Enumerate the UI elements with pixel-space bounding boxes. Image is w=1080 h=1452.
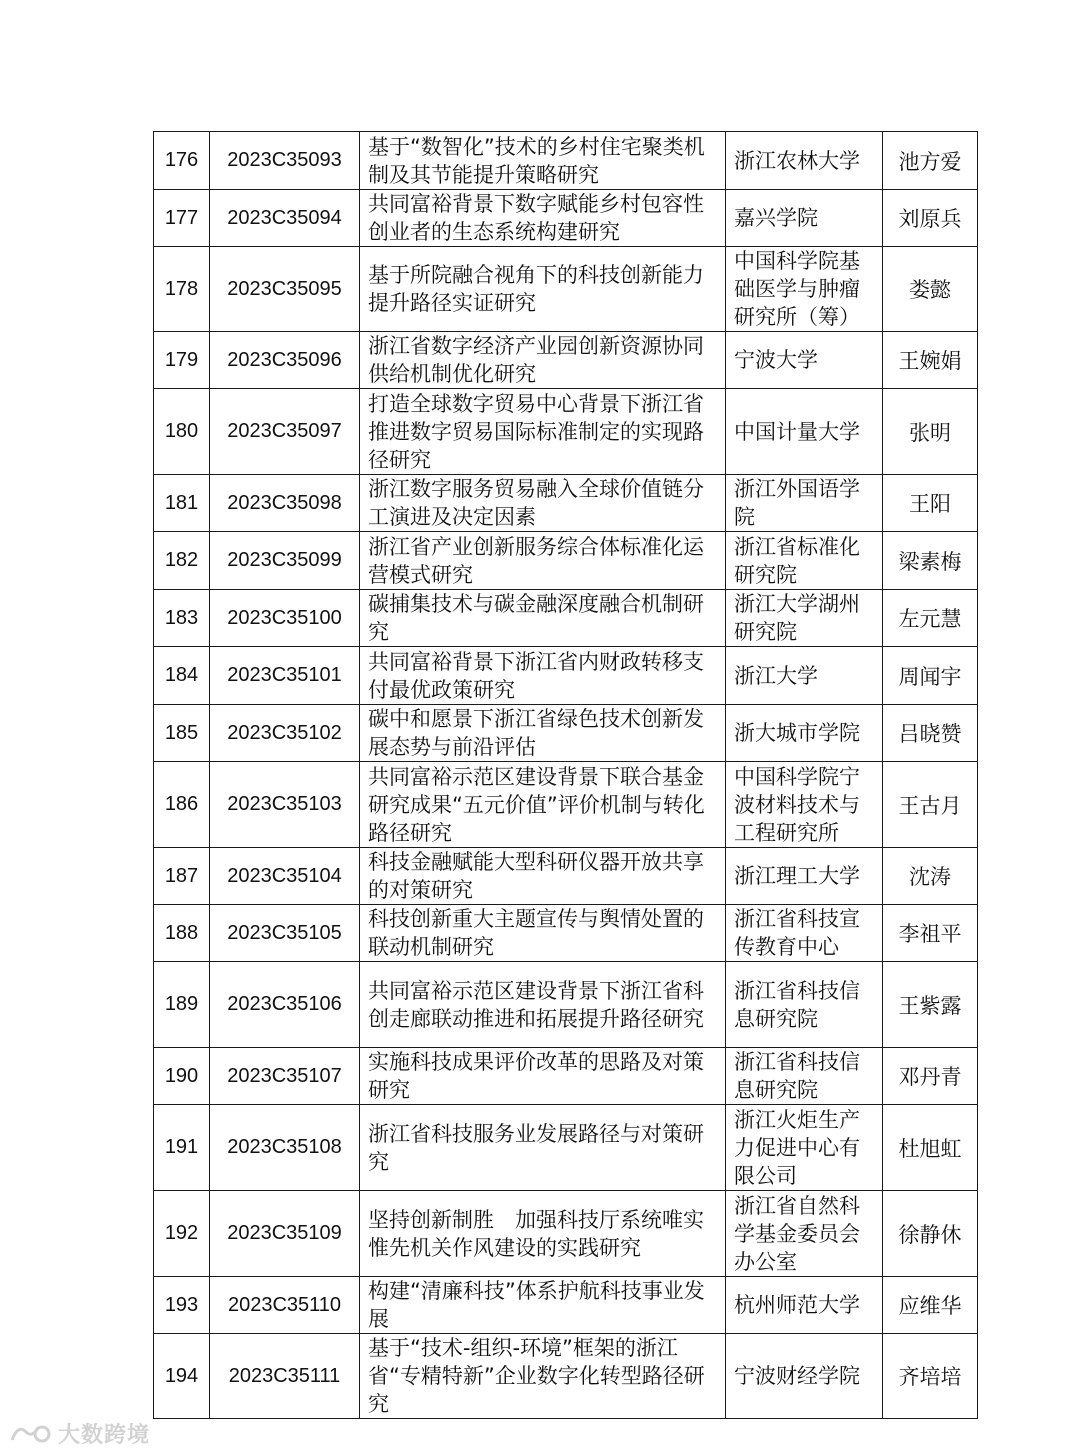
table-row [154, 962, 978, 1048]
institution: 浙江省科技信息研究院 [726, 962, 883, 1048]
table-row [154, 389, 978, 475]
project-code: 2023C35104 [210, 848, 360, 905]
table-row [154, 1105, 978, 1191]
institution: 浙江省标准化研究院 [726, 532, 883, 590]
project-code: 2023C35102 [210, 705, 360, 762]
person-name: 杜旭虹 [883, 1105, 978, 1191]
row-number: 183 [154, 590, 210, 647]
institution: 浙江理工大学 [726, 848, 883, 905]
project-title: 浙江省科技服务业发展路径与对策研究 [360, 1105, 726, 1191]
project-title: 科技金融赋能大型科研仪器开放共享的对策研究 [360, 848, 726, 905]
project-title: 科技创新重大主题宣传与舆情处置的联动机制研究 [360, 905, 726, 962]
project-table [153, 131, 978, 1419]
project-code: 2023C35111 [210, 1334, 360, 1419]
row-number: 191 [154, 1105, 210, 1191]
table-row [154, 1334, 978, 1419]
table-row [154, 705, 978, 762]
watermark-logo-icon [8, 1420, 52, 1446]
table-row [154, 190, 978, 247]
institution: 浙江省自然科学基金委员会办公室 [726, 1191, 883, 1277]
table-row [154, 247, 978, 332]
project-title: 共同富裕背景下浙江省内财政转移支付最优政策研究 [360, 647, 726, 705]
project-code: 2023C35105 [210, 905, 360, 962]
row-number: 176 [154, 132, 210, 190]
institution: 浙江省科技宣传教育中心 [726, 905, 883, 962]
project-code: 2023C35099 [210, 532, 360, 590]
institution: 浙江省科技信息研究院 [726, 1048, 883, 1105]
project-title: 碳捕集技术与碳金融深度融合机制研究 [360, 590, 726, 647]
project-title: 共同富裕示范区建设背景下联合基金研究成果“五元价值”评价机制与转化路径研究 [360, 762, 726, 848]
row-number: 185 [154, 705, 210, 762]
institution: 浙江外国语学院 [726, 475, 883, 532]
table-row [154, 532, 978, 590]
institution: 浙江大学 [726, 647, 883, 705]
row-number: 177 [154, 190, 210, 247]
person-name: 徐静休 [883, 1191, 978, 1277]
person-name: 张明 [883, 389, 978, 475]
table-row [154, 848, 978, 905]
table-row [154, 590, 978, 647]
person-name: 李祖平 [883, 905, 978, 962]
table-row [154, 647, 978, 705]
table-row [154, 475, 978, 532]
project-title: 浙江省产业创新服务综合体标准化运营模式研究 [360, 532, 726, 590]
project-code: 2023C35108 [210, 1105, 360, 1191]
person-name: 池方爱 [883, 132, 978, 190]
person-name: 邓丹青 [883, 1048, 978, 1105]
project-code: 2023C35094 [210, 190, 360, 247]
row-number: 186 [154, 762, 210, 848]
institution: 浙大城市学院 [726, 705, 883, 762]
person-name: 吕晓赞 [883, 705, 978, 762]
row-number: 193 [154, 1277, 210, 1334]
institution: 嘉兴学院 [726, 190, 883, 247]
project-code: 2023C35106 [210, 962, 360, 1048]
row-number: 182 [154, 532, 210, 590]
row-number: 179 [154, 332, 210, 389]
project-title: 基于“技术-组织-环境”框架的浙江省“专精特新”企业数字化转型路径研究 [360, 1334, 726, 1419]
institution: 浙江大学湖州研究院 [726, 590, 883, 647]
institution: 浙江火炬生产力促进中心有限公司 [726, 1105, 883, 1191]
project-code: 2023C35101 [210, 647, 360, 705]
person-name: 王婉娟 [883, 332, 978, 389]
institution: 浙江农林大学 [726, 132, 883, 190]
project-code: 2023C35095 [210, 247, 360, 332]
project-title: 构建“清廉科技”体系护航科技事业发展 [360, 1277, 726, 1334]
table-row [154, 332, 978, 389]
row-number: 189 [154, 962, 210, 1048]
row-number: 192 [154, 1191, 210, 1277]
person-name: 王古月 [883, 762, 978, 848]
project-title: 基于所院融合视角下的科技创新能力提升路径实证研究 [360, 247, 726, 332]
watermark [8, 1416, 150, 1450]
person-name: 沈涛 [883, 848, 978, 905]
project-code: 2023C35100 [210, 590, 360, 647]
row-number: 181 [154, 475, 210, 532]
person-name: 周闻宇 [883, 647, 978, 705]
project-title: 坚持创新制胜 加强科技厅系统唯实惟先机关作风建设的实践研究 [360, 1191, 726, 1277]
project-code: 2023C35096 [210, 332, 360, 389]
project-code: 2023C35093 [210, 132, 360, 190]
row-number: 188 [154, 905, 210, 962]
person-name: 齐培培 [883, 1334, 978, 1419]
table-row [154, 132, 978, 190]
person-name: 应维华 [883, 1277, 978, 1334]
project-code: 2023C35103 [210, 762, 360, 848]
table-row [154, 1048, 978, 1105]
person-name: 梁素梅 [883, 532, 978, 590]
table-row [154, 1277, 978, 1334]
institution: 中国计量大学 [726, 389, 883, 475]
person-name: 左元慧 [883, 590, 978, 647]
person-name: 王紫露 [883, 962, 978, 1048]
project-code: 2023C35098 [210, 475, 360, 532]
row-number: 178 [154, 247, 210, 332]
table-row [154, 1191, 978, 1277]
project-title: 浙江数字服务贸易融入全球价值链分工演进及决定因素 [360, 475, 726, 532]
project-title: 实施科技成果评价改革的思路及对策研究 [360, 1048, 726, 1105]
row-number: 184 [154, 647, 210, 705]
table-row [154, 762, 978, 848]
institution: 宁波财经学院 [726, 1334, 883, 1419]
watermark-text: 大数跨境 [58, 1422, 151, 1448]
institution: 杭州师范大学 [726, 1277, 883, 1334]
person-name: 王阳 [883, 475, 978, 532]
project-title: 共同富裕示范区建设背景下浙江省科创走廊联动推进和拓展提升路径研究 [360, 962, 726, 1048]
project-title: 共同富裕背景下数字赋能乡村包容性创业者的生态系统构建研究 [360, 190, 726, 247]
project-code: 2023C35110 [210, 1277, 360, 1334]
person-name: 娄懿 [883, 247, 978, 332]
institution: 中国科学院宁波材料技术与工程研究所 [726, 762, 883, 848]
project-title: 基于“数智化”技术的乡村住宅聚类机制及其节能提升策略研究 [360, 132, 726, 190]
project-code: 2023C35109 [210, 1191, 360, 1277]
project-title: 浙江省数字经济产业园创新资源协同供给机制优化研究 [360, 332, 726, 389]
row-number: 187 [154, 848, 210, 905]
row-number: 180 [154, 389, 210, 475]
project-code: 2023C35097 [210, 389, 360, 475]
row-number: 194 [154, 1334, 210, 1419]
row-number: 190 [154, 1048, 210, 1105]
table-row [154, 905, 978, 962]
institution: 宁波大学 [726, 332, 883, 389]
institution: 中国科学院基础医学与肿瘤研究所（筹） [726, 247, 883, 332]
project-title: 打造全球数字贸易中心背景下浙江省推进数字贸易国际标准制定的实现路径研究 [360, 389, 726, 475]
person-name: 刘原兵 [883, 190, 978, 247]
project-code: 2023C35107 [210, 1048, 360, 1105]
project-title: 碳中和愿景下浙江省绿色技术创新发展态势与前沿评估 [360, 705, 726, 762]
